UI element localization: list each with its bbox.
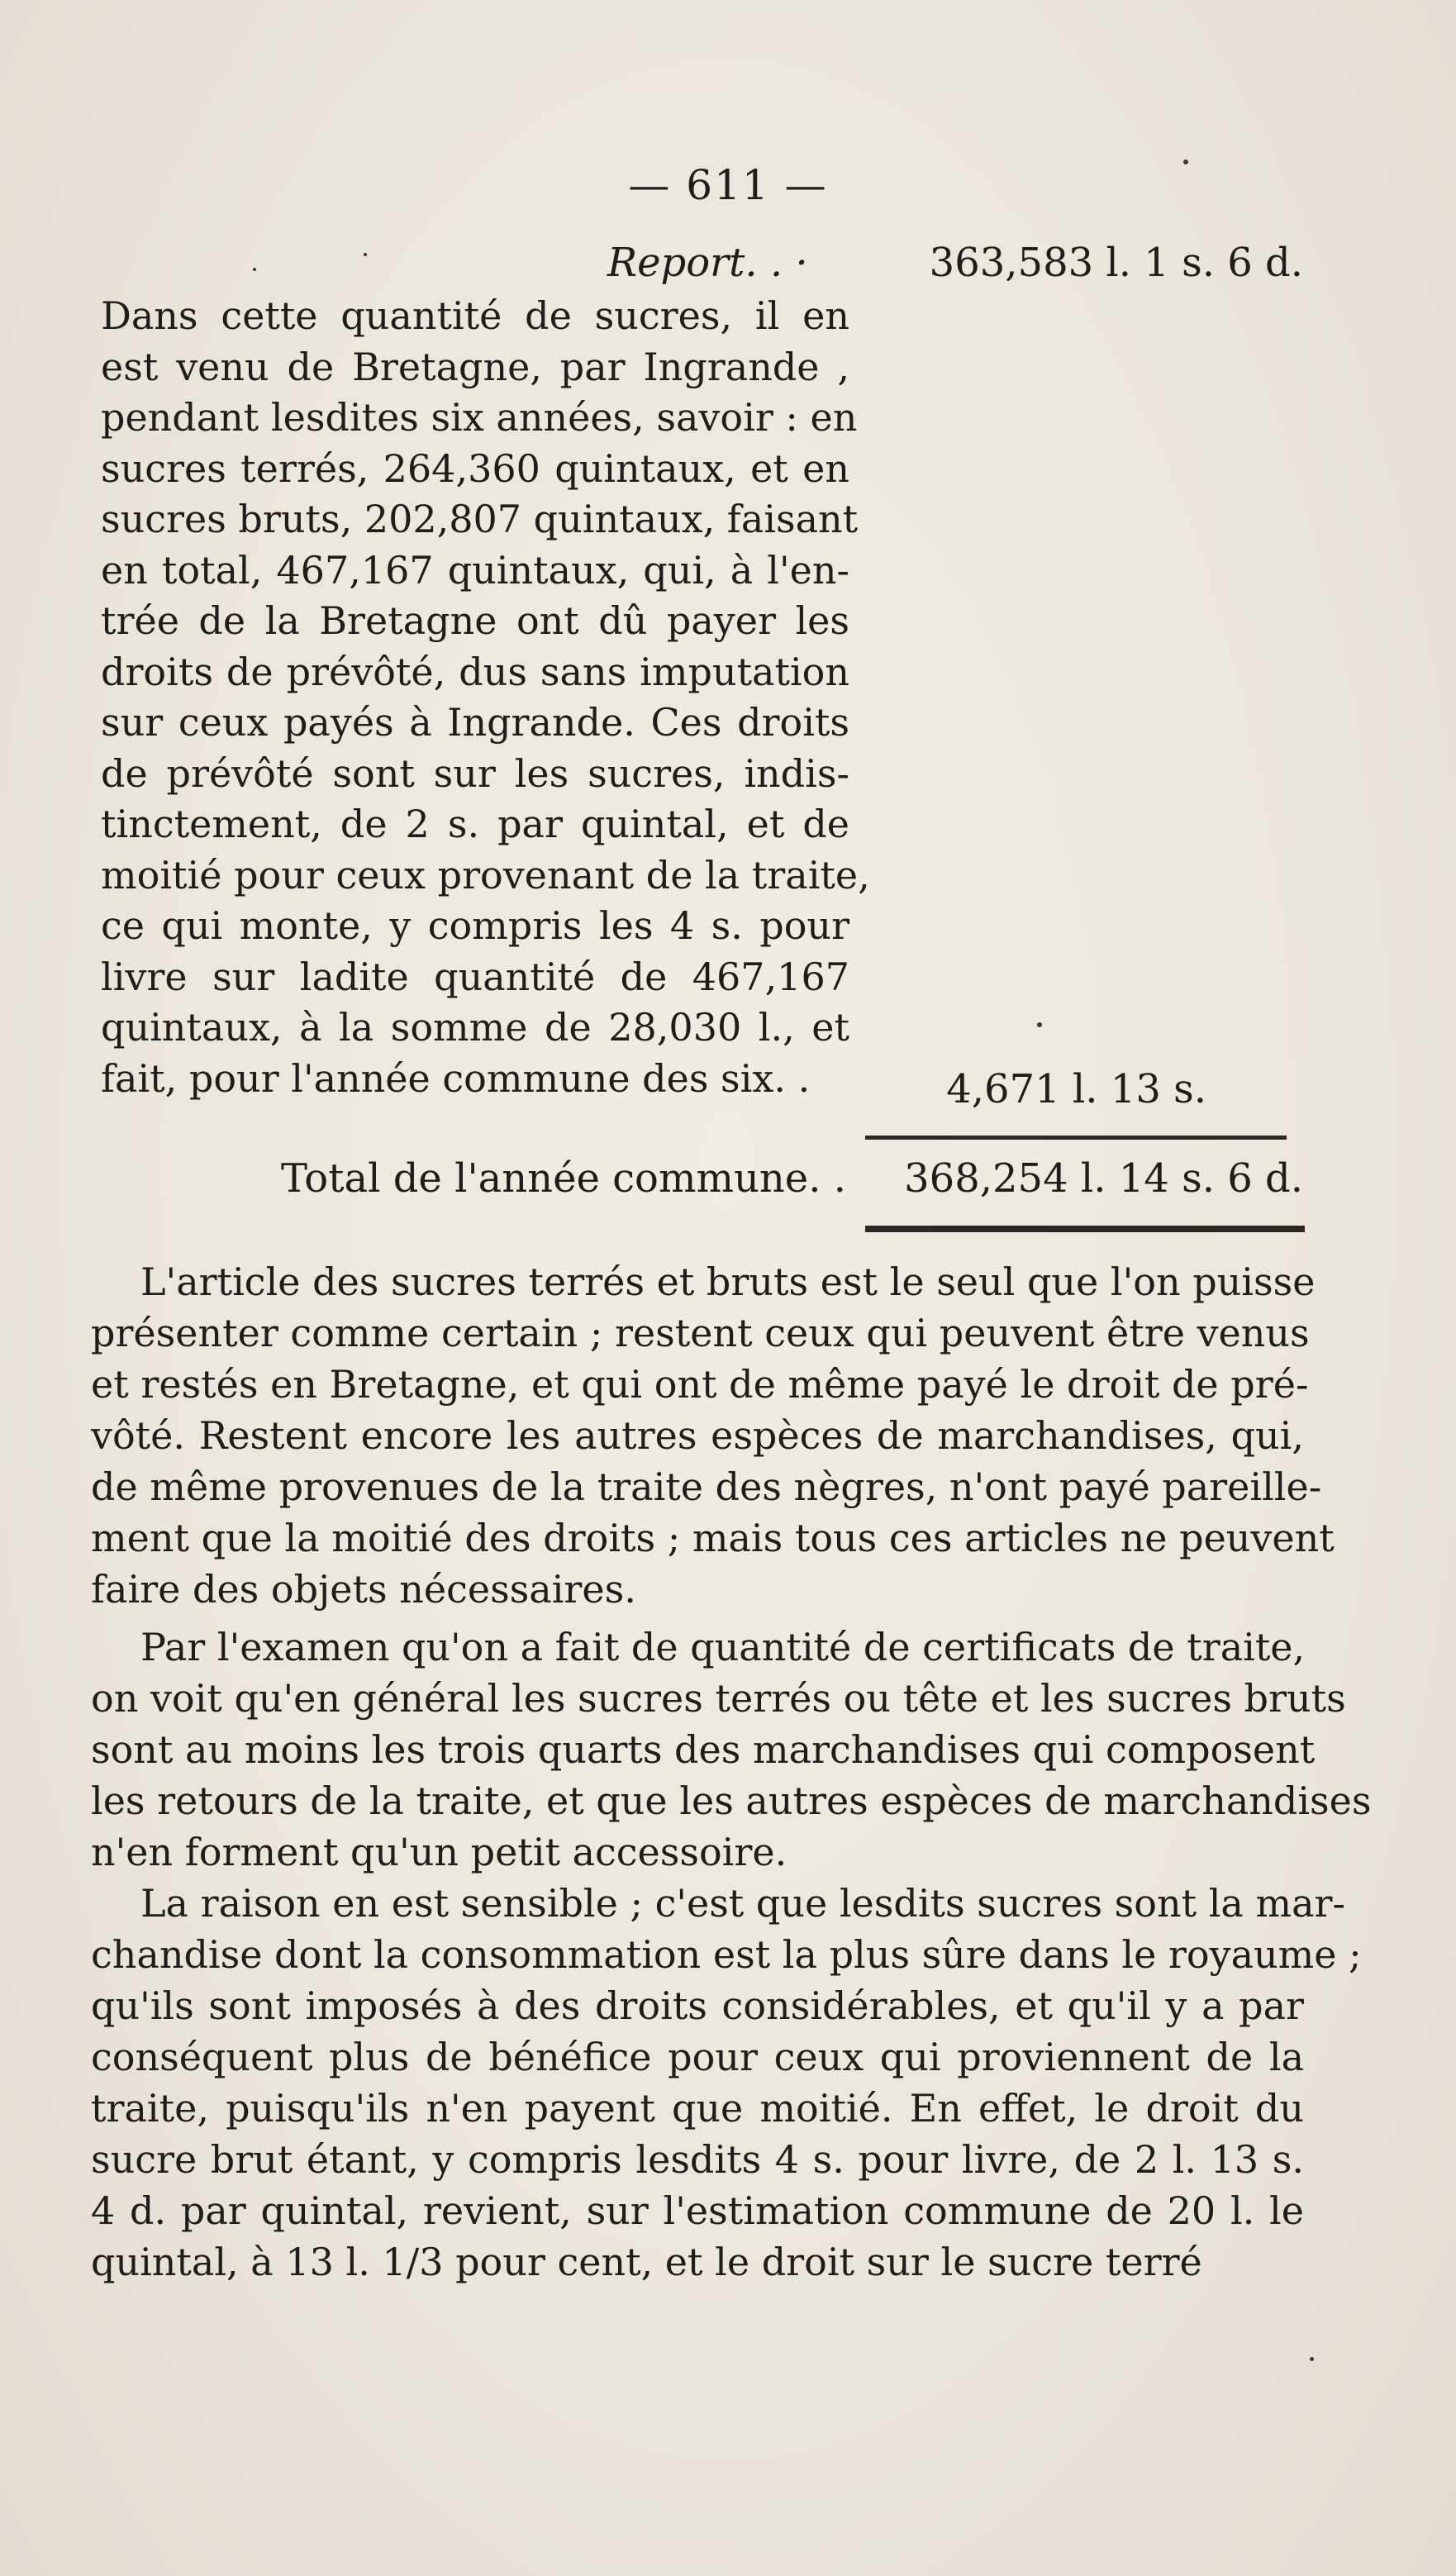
text-line: sucres terrés, 264,360 quintaux, et en xyxy=(101,445,849,491)
total-amount: 368,254 l. 14 s. 6 d. xyxy=(904,1155,1303,1202)
text-line: fait, pour l'année commune des six. . xyxy=(101,1055,811,1101)
text-line: Par l'examen qu'on a fait de quantité de certificats de traite, xyxy=(140,1625,1306,1669)
text-line: on voit qu'en général les sucres terrés ou tête et les sucres bruts xyxy=(91,1676,1346,1721)
text-line: trée de la Bretagne ont dû payer les xyxy=(101,598,849,643)
text-line: quintal, à 13 l. 1/3 pour cent, et le droit sur le sucre terré xyxy=(91,2240,1202,2284)
text-line: n'en forment qu'un petit accessoire. xyxy=(91,1830,787,1874)
paragraph-article xyxy=(91,1256,1335,1615)
text-line: livre sur ladite quantité de 467,167 xyxy=(101,954,849,999)
page-number: — 611 — xyxy=(628,161,828,209)
paper-speck xyxy=(1183,160,1188,164)
text-line: sucre brut étant, y compris lesdits 4 s. pour livre, de 2 l. 13 s. xyxy=(91,2137,1304,2182)
text-line: L'article des sucres terrés et bruts est le seul que l'on puisse xyxy=(140,1259,1316,1304)
sum-rule xyxy=(865,1136,1287,1140)
text-line: droits de prévôté, dus sans imputation xyxy=(101,649,849,694)
paper-speck xyxy=(1310,2357,1314,2361)
text-line: faire des objets nécessaires. xyxy=(91,1567,636,1612)
total-rule xyxy=(865,1226,1305,1232)
report-label: Report. . · xyxy=(607,240,808,286)
text-line: est venu de Bretagne, par Ingrande , xyxy=(101,344,849,389)
text-line: sont au moins les trois quarts des marchandises qui composent xyxy=(91,1727,1316,1772)
text-line: chandise dont la consommation est la plus sûre dans le royaume ; xyxy=(91,1932,1362,1977)
text-line: de même provenues de la traite des nègres, n'ont payé pareille- xyxy=(91,1464,1322,1509)
total-label: Total de l'année commune. . xyxy=(281,1155,846,1202)
text-line: et restés en Bretagne, et qui ont de même payé le droit de pré- xyxy=(91,1362,1309,1407)
paper-speck xyxy=(253,268,256,271)
text-line: traite, puisqu'ils n'en payent que moitié. En effet, le droit du xyxy=(91,2086,1304,2131)
paragraph-raison xyxy=(91,1878,1362,2288)
report-amount: 363,583 l. 1 s. 6 d. xyxy=(929,240,1303,286)
text-line: pendant lesdites six années, savoir : en xyxy=(101,395,858,440)
text-line: quintaux, à la somme de 28,030 l., et xyxy=(101,1005,849,1050)
text-line: La raison en est sensible ; c'est que lesdits sucres sont la mar- xyxy=(140,1881,1346,1926)
text-line: les retours de la traite, et que les autres espèces de marchandises xyxy=(91,1778,1372,1823)
paper-speck xyxy=(364,253,367,256)
sugar-paragraph xyxy=(101,291,870,1104)
text-line: de prévôté sont sur les sucres, indis- xyxy=(101,750,849,796)
text-line: moitié pour ceux provenant de la traite, xyxy=(101,852,870,898)
text-line: sur ceux payés à Ingrande. Ces droits xyxy=(101,700,849,745)
text-line: ce qui monte, y compris les 4 s. pour xyxy=(101,903,849,948)
paper-speck xyxy=(1037,1022,1042,1027)
text-line: tinctement, de 2 s. par quintal, et de xyxy=(101,802,849,846)
paragraph-examen xyxy=(91,1621,1372,1878)
text-line: Dans cette quantité de sucres, il en xyxy=(101,293,849,338)
text-line: 4 d. par quintal, revient, sur l'estimation commune de 20 l. le xyxy=(91,2188,1304,2233)
text-line: vôté. Restent encore les autres espèces de marchandises, qui, xyxy=(91,1413,1304,1458)
sugar-amount: 4,671 l. 13 s. xyxy=(946,1066,1206,1112)
text-line: conséquent plus de bénéfice pour ceux qui proviennent de la xyxy=(91,2035,1304,2079)
text-line: en total, 467,167 quintaux, qui, à l'en- xyxy=(101,547,849,593)
text-line: ment que la moitié des droits ; mais tous ces articles ne peuvent xyxy=(91,1516,1335,1560)
text-line: présenter comme certain ; restent ceux qui peuvent être venus xyxy=(91,1311,1310,1355)
text-line: qu'ils sont imposés à des droits considérables, et qu'il y a par xyxy=(91,1983,1304,2028)
text-line: sucres bruts, 202,807 quintaux, faisant xyxy=(101,497,859,541)
